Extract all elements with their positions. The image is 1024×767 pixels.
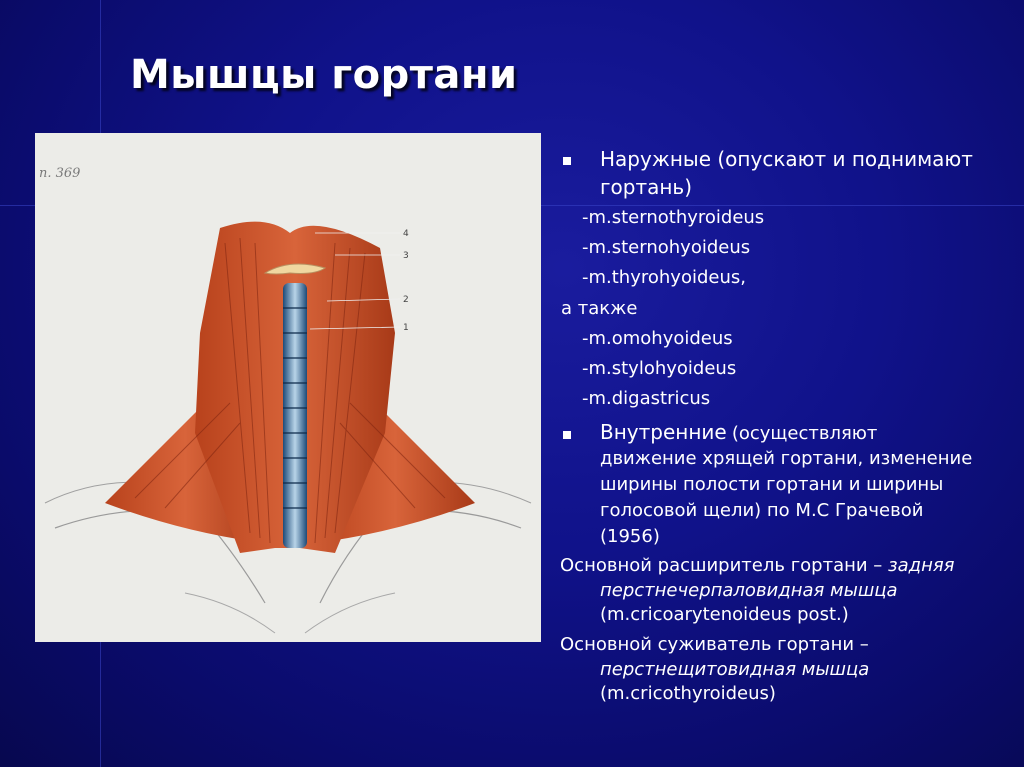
muscle-item: -m.stylohyoideus: [582, 358, 737, 379]
muscle-item: -m.digastricus: [582, 388, 711, 409]
bullet-square-icon: [563, 431, 571, 439]
internal-term: Внутренние: [600, 420, 727, 444]
slide-title: Мышцы гортани: [130, 52, 518, 98]
internal-heading-line1: [600, 420, 877, 444]
constrictor-italic: перстнещитовидная мышца: [600, 659, 870, 680]
dilator-prefix: Основной расширитель гортани –: [560, 555, 883, 576]
dilator-line1: [560, 555, 955, 576]
internal-line1-rest: (осуществляют: [731, 423, 878, 444]
figure-label-2: 2: [403, 295, 409, 305]
muscle-item: -m.sternothyroideus: [582, 207, 765, 228]
also-label: а также: [561, 298, 638, 319]
dilator-italic-2: перстнечерпаловидная мышца: [600, 580, 898, 601]
internal-line4: голосовой щели) по М.С Грачевой: [600, 500, 924, 521]
constrictor-latin: (m.cricothyroideus): [600, 683, 776, 704]
internal-line2: движение хрящей гортани, изменение: [600, 448, 973, 469]
figure-label-4: 4: [403, 229, 409, 239]
muscle-item: -m.sternohyoideus: [582, 237, 751, 258]
figure-label-1: 1: [403, 323, 409, 333]
muscle-item: -m.omohyoideus: [582, 328, 733, 349]
dilator-italic-1: задняя: [888, 555, 955, 576]
neck-muscles-illustration: [35, 133, 541, 642]
dilator-latin: (m.cricoarytenoideus post.): [600, 604, 849, 625]
external-heading-line1: Наружные (опускают и поднимают: [600, 147, 973, 171]
internal-line5: (1956): [600, 526, 660, 547]
muscle-item: -m.thyrohyoideus,: [582, 267, 746, 288]
constrictor-line1: Основной суживатель гортани –: [560, 634, 869, 655]
figure-number: п. 369: [39, 166, 81, 181]
external-heading-line2: гортань): [600, 175, 693, 199]
internal-line3: ширины полости гортани и ширины: [600, 474, 944, 495]
figure-label-3: 3: [403, 251, 409, 261]
anatomy-figure: [35, 133, 541, 642]
bullet-square-icon: [563, 157, 571, 165]
